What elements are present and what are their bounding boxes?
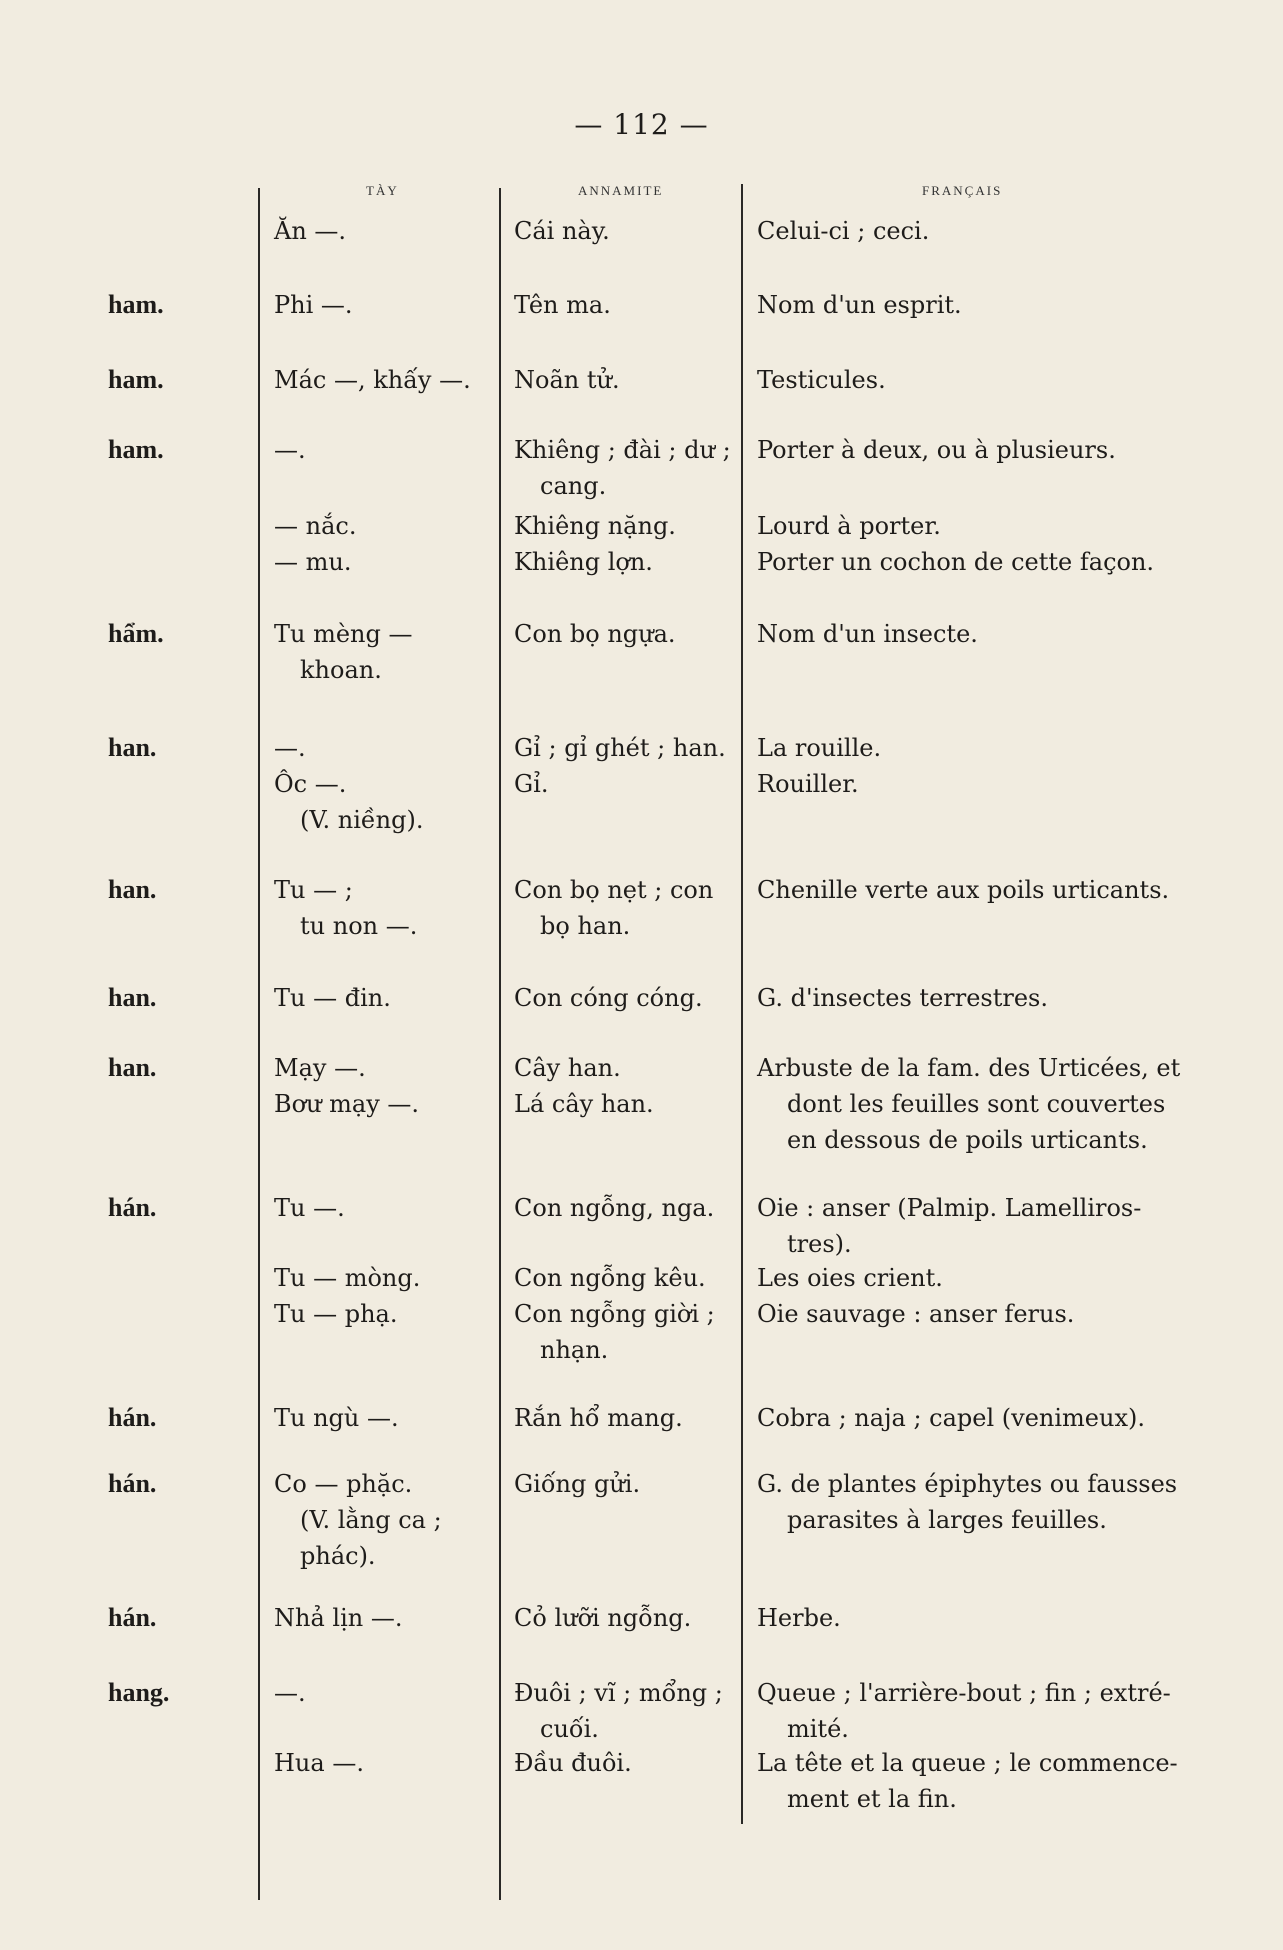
entry-francais-text <box>757 1745 1178 1817</box>
entry-annamite-text <box>514 362 620 398</box>
entry-line: Les oies crient. <box>757 1264 943 1292</box>
entry-tay-text <box>274 432 306 468</box>
entry-line: Nom d'un insecte. <box>757 620 978 648</box>
entry-line: Porter un cochon de cette façon. <box>757 548 1155 576</box>
entry-line: G. de plantes épiphytes ou fausses <box>757 1470 1178 1498</box>
entry-line: Phi —. <box>274 291 353 319</box>
entry-headword: hán. <box>108 1603 157 1632</box>
entry-tay-text <box>274 1675 306 1711</box>
entry-line: Lourd à porter. <box>757 512 941 540</box>
entry-line: Khiêng ; đài ; dư ; <box>514 436 731 464</box>
entry-tay-text <box>274 730 423 838</box>
entry-line: — mu. <box>274 548 352 576</box>
entry-line: ment et la fin. <box>787 1785 957 1813</box>
entry-annamite-text <box>514 1190 714 1226</box>
entry-line: parasites à larges feuilles. <box>787 1506 1107 1534</box>
entry-headword: han. <box>108 733 157 762</box>
entry-francais-text <box>757 1050 1180 1158</box>
entry-headword: hán. <box>108 1193 157 1222</box>
entry-francais-text <box>757 213 929 249</box>
entry-line: —. <box>274 1679 306 1707</box>
entry-line: phác). <box>300 1542 376 1570</box>
entry-headword: hẩm. <box>108 619 164 648</box>
entry-line: Arbuste de la fam. des Urticées, et <box>757 1054 1181 1082</box>
entry-line: Bơư mạy —. <box>274 1090 420 1118</box>
entry-annamite-text <box>514 730 726 802</box>
entry-annamite-text <box>514 1600 691 1636</box>
entry-line: Tên ma. <box>514 291 611 319</box>
entry-francais-text <box>757 1675 1171 1747</box>
entry-line: Tu — đin. <box>274 984 391 1012</box>
entry-tay-text <box>274 213 346 249</box>
entry-line: Tu — phạ. <box>274 1300 398 1328</box>
entry-annamite-text <box>514 980 703 1016</box>
entry-line: Rắn hổ mang. <box>514 1404 683 1432</box>
entry-line: Tu — mòng. <box>274 1264 421 1292</box>
entry-line: Rouiller. <box>757 770 859 798</box>
entry-line: Ôc —. <box>274 770 347 798</box>
entry-annamite-text <box>514 1400 683 1436</box>
entry-line: Tu —. <box>274 1194 345 1222</box>
entry-francais-text <box>757 432 1116 468</box>
entry-tay-text <box>274 616 413 688</box>
entry-tay-text <box>274 287 353 323</box>
entry-line: —. <box>274 436 306 464</box>
entry-tay-text <box>274 1745 364 1781</box>
entry-headword: hán. <box>108 1469 157 1498</box>
entry-line: Celui-ci ; ceci. <box>757 217 930 245</box>
entry-line: Testicules. <box>757 366 886 394</box>
column-header-annamite: ANNAMITE <box>578 183 664 198</box>
entry-annamite-text <box>514 1675 723 1747</box>
entry-annamite-text <box>514 1745 632 1781</box>
entry-francais-text <box>757 1600 841 1636</box>
entry-line: tu non —. <box>300 912 418 940</box>
entry-line: Co — phặc. <box>274 1470 413 1498</box>
entry-line: — nắc. <box>274 512 357 540</box>
entry-line: Herbe. <box>757 1604 841 1632</box>
entry-line: Đuôi ; vĩ ; mổng ; <box>514 1679 723 1707</box>
entry-francais-text <box>757 1466 1177 1538</box>
column-divider-right <box>741 184 743 1824</box>
entry-line: (V. niềng). <box>300 806 424 834</box>
entry-annamite-text <box>514 213 610 249</box>
entry-headword: han. <box>108 875 157 904</box>
entry-headword: han. <box>108 983 157 1012</box>
entry-line: Hua —. <box>274 1749 364 1777</box>
entry-tay-text <box>274 362 471 398</box>
entry-annamite-text <box>514 616 676 652</box>
entry-line: Gỉ. <box>514 770 549 798</box>
column-divider-left <box>258 188 260 1900</box>
entry-line: mité. <box>787 1715 849 1743</box>
entry-francais-text <box>757 508 1154 580</box>
entry-line: Con ngỗng, nga. <box>514 1194 715 1222</box>
column-header-francais: FRANÇAIS <box>922 183 1003 198</box>
entry-line: cang. <box>540 472 607 500</box>
entry-headword: ham. <box>108 290 164 319</box>
entry-tay-text <box>274 872 417 944</box>
entry-line: Ăn —. <box>274 217 347 245</box>
entry-line: —. <box>274 734 306 762</box>
entry-line: en dessous de poils urticants. <box>787 1126 1148 1154</box>
entry-tay-text <box>274 1600 402 1636</box>
entry-line: nhạn. <box>540 1336 609 1364</box>
entry-line: Con ngỗng kêu. <box>514 1264 706 1292</box>
entry-line: Khiêng nặng. <box>514 512 676 540</box>
entry-line: Mác —, khấy —. <box>274 366 471 394</box>
entry-line: Giống gửi. <box>514 1470 641 1498</box>
column-header-tay: TÀY <box>366 183 399 198</box>
entry-tay-text <box>274 980 391 1016</box>
entry-line: tres). <box>787 1230 852 1258</box>
entry-tay-text <box>274 1400 399 1436</box>
entry-headword: ham. <box>108 365 164 394</box>
entry-tay-text <box>274 1466 442 1574</box>
entry-line: Con bọ nẹt ; con <box>514 876 714 904</box>
column-divider-middle <box>499 188 501 1900</box>
entry-line: Cobra ; naja ; capel (venimeux). <box>757 1404 1145 1432</box>
entry-line: cuối. <box>540 1715 599 1743</box>
entry-line: Nhả lịn —. <box>274 1604 403 1632</box>
entry-line: Con bọ ngựa. <box>514 620 676 648</box>
entry-francais-text <box>757 1260 1074 1332</box>
entry-line: La rouille. <box>757 734 882 762</box>
entry-tay-text <box>274 508 356 580</box>
entry-line: Gỉ ; gỉ ghét ; han. <box>514 734 726 762</box>
entry-francais-text <box>757 362 886 398</box>
entry-line: Queue ; l'arrière-bout ; fin ; extré- <box>757 1679 1171 1707</box>
entry-tay-text <box>274 1190 345 1226</box>
entry-line: Tu ngù —. <box>274 1404 399 1432</box>
entry-line: Oie sauvage : anser ferus. <box>757 1300 1075 1328</box>
entry-line: bọ han. <box>540 912 631 940</box>
entry-francais-text <box>757 287 962 323</box>
entry-francais-text <box>757 1190 1141 1262</box>
entry-line: dont les feuilles sont couvertes <box>787 1090 1166 1118</box>
entry-line: Lá cây han. <box>514 1090 654 1118</box>
entry-line: Porter à deux, ou à plusieurs. <box>757 436 1116 464</box>
entry-tay-text <box>274 1260 420 1332</box>
entry-tay-text <box>274 1050 419 1122</box>
entry-line: Nom d'un esprit. <box>757 291 962 319</box>
entry-line: (V. lằng ca ; <box>300 1506 442 1534</box>
entry-line: Tu — ; <box>274 876 353 904</box>
entry-line: Tu mèng — <box>274 620 413 648</box>
entry-line: Con cóng cóng. <box>514 984 703 1012</box>
entry-headword: hang. <box>108 1678 170 1707</box>
entry-line: G. d'insectes terrestres. <box>757 984 1048 1012</box>
entry-line: Mạy —. <box>274 1054 366 1082</box>
entry-line: Cây han. <box>514 1054 621 1082</box>
entry-annamite-text <box>514 432 731 504</box>
entry-line: Cái này. <box>514 217 610 245</box>
entry-line: Noãn tử. <box>514 366 620 394</box>
entry-francais-text <box>757 616 978 652</box>
entry-annamite-text <box>514 1050 654 1122</box>
entry-line: Khiêng lợn. <box>514 548 653 576</box>
entry-francais-text <box>757 730 881 802</box>
entry-francais-text <box>757 980 1048 1016</box>
entry-line: Đầu đuôi. <box>514 1749 632 1777</box>
entry-headword: ham. <box>108 435 164 464</box>
entry-annamite-text <box>514 1466 640 1502</box>
entry-line: Cỏ lưỡi ngỗng. <box>514 1604 692 1632</box>
entry-line: khoan. <box>300 656 382 684</box>
page-number: — 112 — <box>574 108 709 141</box>
entry-headword: hán. <box>108 1403 157 1432</box>
entry-francais-text <box>757 872 1169 908</box>
entry-line: Chenille verte aux poils urticants. <box>757 876 1170 904</box>
entry-headword: han. <box>108 1053 157 1082</box>
entry-annamite-text <box>514 872 713 944</box>
entry-line: Con ngỗng giời ; <box>514 1300 715 1328</box>
entry-annamite-text <box>514 287 611 323</box>
entry-annamite-text <box>514 508 676 580</box>
entry-francais-text <box>757 1400 1145 1436</box>
entry-line: Oie : anser (Palmip. Lamelliros- <box>757 1194 1142 1222</box>
entry-annamite-text <box>514 1260 715 1368</box>
entry-line: La tête et la queue ; le commence- <box>757 1749 1178 1777</box>
